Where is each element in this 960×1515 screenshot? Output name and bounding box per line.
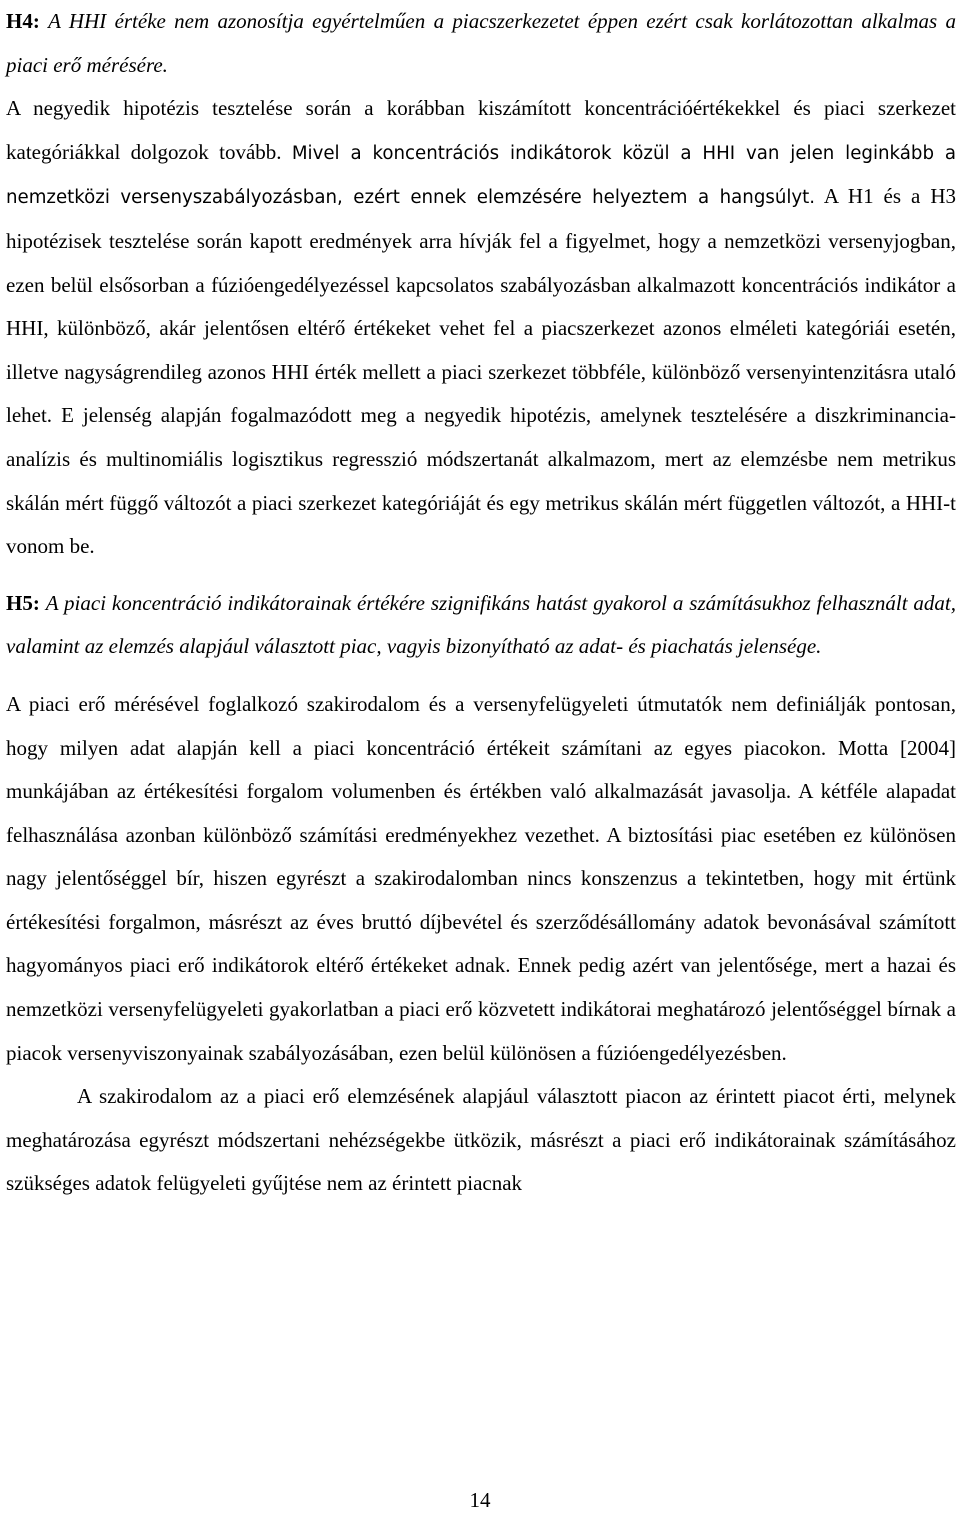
hypothesis-h5: [6, 582, 956, 669]
page-number: 14: [469, 1488, 491, 1512]
paragraph-sentence-sans: Mivel a koncentrációs indikátorok közül a HHI van jelen leginkább a nemzetközi versenyszabályozásban, ezért ennek elemzésére helyeztem a hangsúlyt.: [6, 142, 957, 209]
paragraph-hypothesis-4-testing: [6, 87, 956, 569]
paragraph-sentence: A negyedik hipotézis tesztelése során a korábban kiszámított koncentrációértékekkel és piaci szerkezet kategóriákkal dolgozok tovább.: [6, 96, 956, 164]
paragraph-relevant-market: A szakirodalom az a piaci erő elemzésének alapjául választott piacon az érintett piacot érti, melynek meghatározása egyrészt módszertani nehézségekbe ütközik, másrészt a piaci erő indikátorainak számításához szükséges adatok felügyeleti gyűjtése nem az érintett piacnak: [6, 1084, 956, 1196]
hypothesis-text: A HHI értéke nem azonosítja egyértelműen a piacszerkezetet éppen ezért csak korlátozottan alkalmas a piaci erő mérésére.: [6, 9, 957, 77]
hypothesis-label: H5:: [6, 590, 40, 615]
hypothesis-h4: [6, 0, 956, 87]
paragraph-sentence: A H1 és a H3 hipotézisek tesztelése során kapott eredmények arra hívják fel a figyelmet, hogy a nemzetközi versenyjogban, ezen belül elsősorban a fúzióengedélyezéssel kapcsolatos szabályozásban alkalmazott koncentrációs indikátor a HHI, különböző, akár jelentősen eltérő értékeket vehet fel a piacszerkezet azonos elméleti kategóriái esetén, illetve nagyságrendileg azonos HHI érték mellett a piaci szerkezet többféle, különböző versenyintenzitásra utaló lehet. E jelenség alapján fogalmazódott meg a negyedik hipotézis, amelynek tesztelésére a diszkriminancia-analízis és multinomiális logisztikus regresszió módszertanát alkalmazom, mert az elemzésbe nem metrikus skálán mért függő változót a piaci szerkezet kategóriáját és egy metrikus skálán mért független változót, a HHI-t vonom be.: [6, 184, 956, 559]
hypothesis-label: H4:: [6, 9, 40, 33]
hypothesis-text: A piaci koncentráció indikátorainak értékére szignifikáns hatást gyakorol a számításukhoz felhasznált adat, valamint az elemzés alapjául választott piac, vagyis bizonyítható az adat- és piachatás jelensége.: [6, 590, 956, 659]
paragraph-market-power-data: A piaci erő mérésével foglalkozó szakirodalom és a versenyfelügyeleti útmutatók nem definiálják pontosan, hogy milyen adat alapján kell a piaci koncentráció értékeit számítani az egyes piacokon. Motta [2004] munkájában az értékesítési forgalom volumenben és értékben való alkalmazását javasolja. A kétféle alapadat felhasználása azonban különböző számítási eredményekhez vezethet. A biztosítási piac esetében ez különösen nagy jelentőséggel bír, hiszen egyrészt a szakirodalomban nincs konszenzus a tekintetben, hogy mit értünk értékesítési forgalmon, másrészt az éves bruttó díjbevétel és szerződésállomány adatok bevonásával számított hagyományos piaci erő indikátorok eltérő értékeket adnak. Ennek pedig azért van jelentősége, mert a hazai és nemzetközi versenyfelügyeleti gyakorlatban a piaci erő közvetett indikátorai meghatározó jelentőséggel bírnak a piacok versenyviszonyainak szabályozásában, ezen belül különösen a fúzióengedélyezésben.: [6, 691, 956, 1065]
document-page: [6, 0, 956, 1206]
